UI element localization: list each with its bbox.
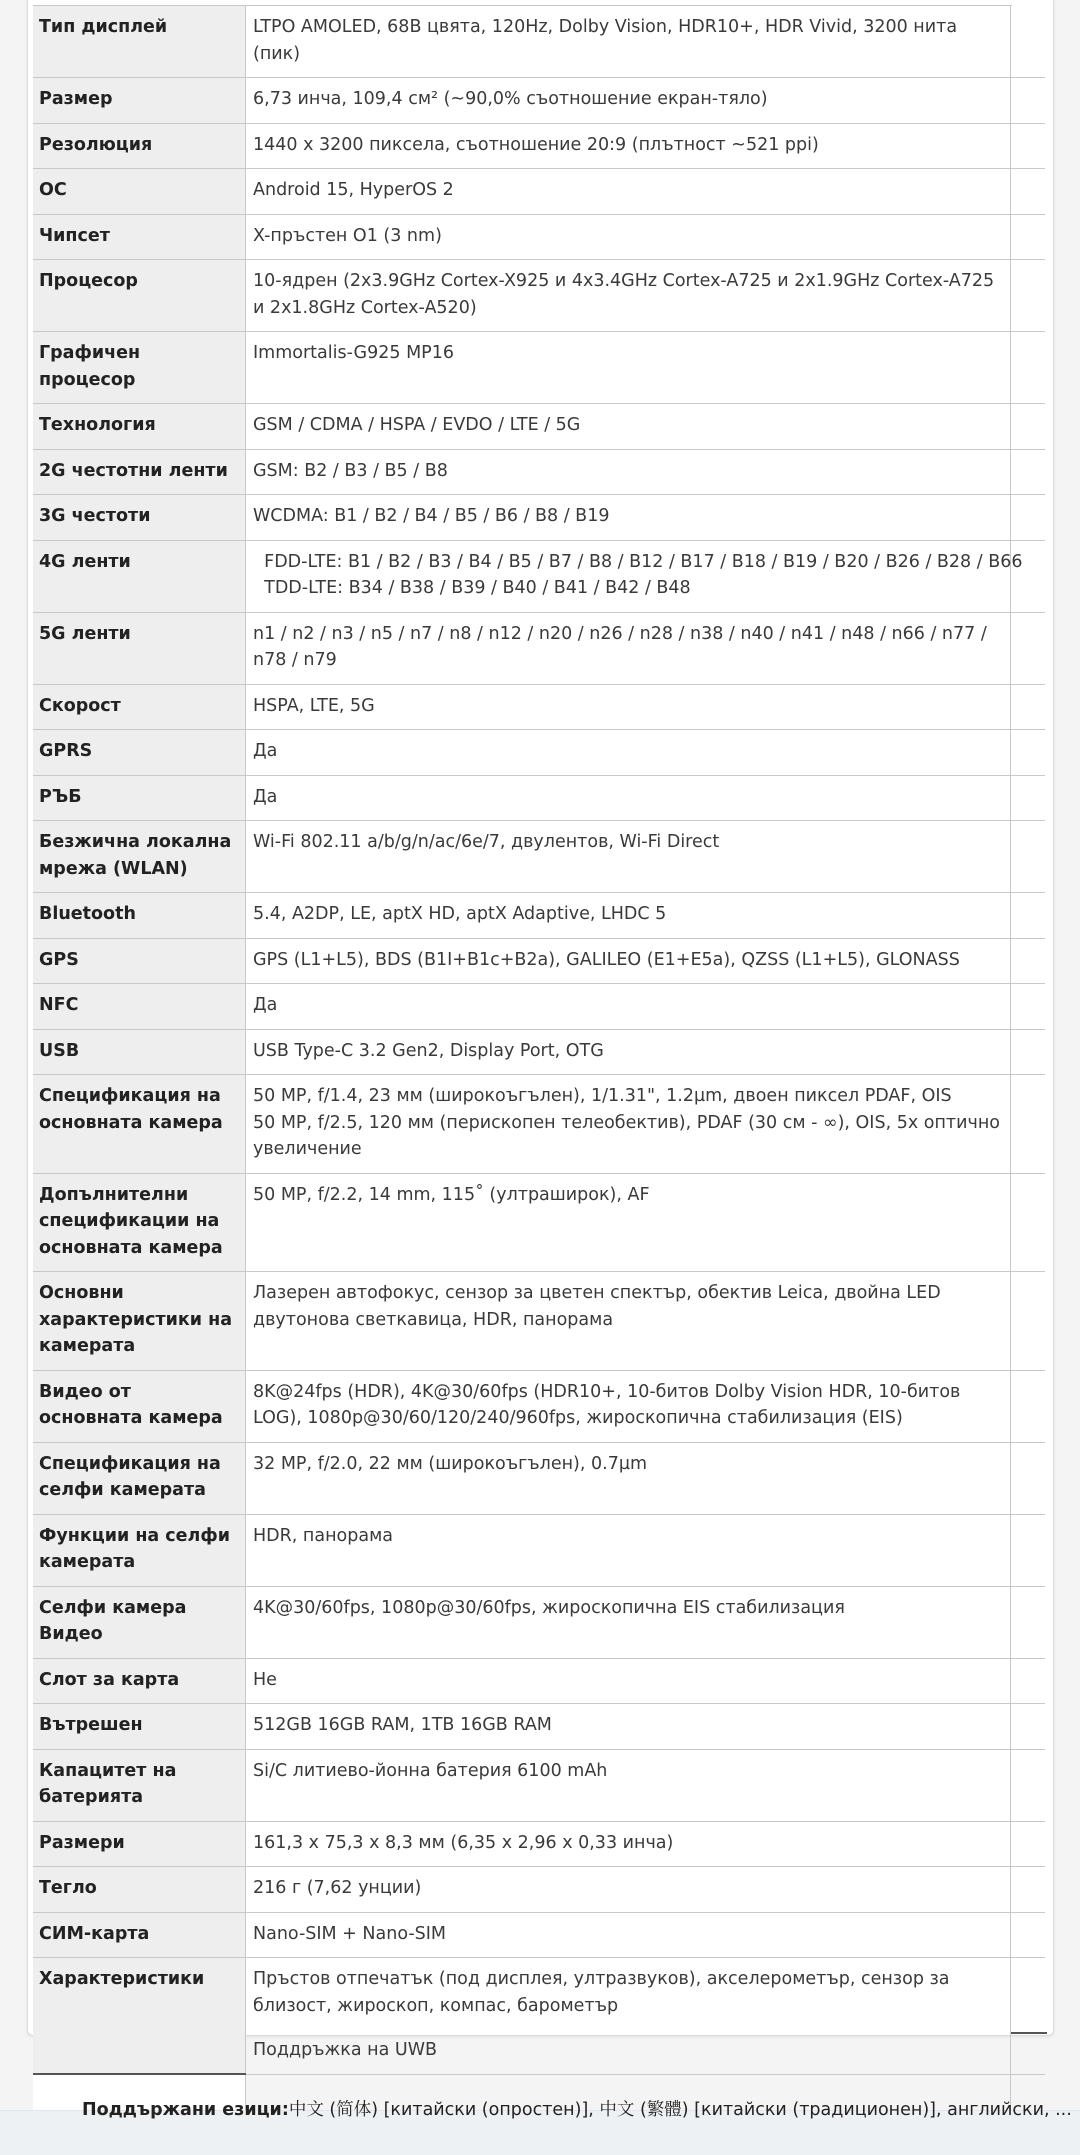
spec-spacer-cell (1011, 612, 1046, 684)
spec-row (33, 1867, 1045, 1913)
spec-value-line: Да (253, 786, 278, 807)
spec-row (33, 684, 1045, 730)
spec-value (246, 1958, 1011, 2075)
spec-value (246, 730, 1011, 776)
spec-spacer-cell (1011, 1075, 1046, 1174)
spec-label: Технология (33, 404, 246, 450)
spec-label: Капацитет на батерията (33, 1749, 246, 1821)
spec-label: NFC (33, 984, 246, 1030)
spec-value-line: Nano-SIM + Nano-SIM (253, 1923, 447, 1944)
spec-value (246, 1749, 1011, 1821)
spec-row (33, 1075, 1045, 1174)
spec-label: USB (33, 1029, 246, 1075)
spec-label: Графичен процесор (33, 332, 246, 404)
spec-value (246, 821, 1011, 893)
spec-row (33, 169, 1045, 215)
spec-spacer-cell (1011, 495, 1046, 541)
spec-row (33, 821, 1045, 893)
spec-label: Процесор (33, 260, 246, 332)
spec-label: Видео от основната камера (33, 1370, 246, 1442)
spec-spacer-cell (1011, 1821, 1046, 1867)
spec-value-line: GPS (L1+L5), BDS (B1I+B1c+B2a), GALILEO (E1+E5a), QZSS (L1+L5), GLONASS (253, 949, 960, 970)
spec-spacer-cell (1011, 1370, 1046, 1442)
spec-spacer-cell (1011, 1586, 1046, 1658)
spec-spacer-cell (1011, 984, 1046, 1030)
spec-label: Размер (33, 78, 246, 124)
spec-value-line: 161,3 x 75,3 x 8,3 мм (6,35 x 2,96 x 0,33 инча) (253, 1832, 674, 1853)
spec-value (246, 1442, 1011, 1514)
spec-value-line: HSPA, LTE, 5G (253, 695, 375, 716)
spec-row (33, 1370, 1045, 1442)
spec-value (246, 214, 1011, 260)
spec-spacer-cell (1011, 1658, 1046, 1704)
spec-row (33, 1749, 1045, 1821)
spec-value (246, 893, 1011, 939)
spec-spacer-cell (1011, 1912, 1046, 1958)
spec-value-line: Android 15, HyperOS 2 (253, 180, 454, 200)
spec-row (33, 775, 1045, 821)
spec-row (33, 540, 1045, 612)
spec-value-line: TDD-LTE: B34 / B38 / B39 / B40 / B41 / B42 / B48 (253, 578, 691, 598)
spec-row (33, 730, 1045, 776)
spec-label: Спецификация на основната камера (33, 1075, 246, 1174)
spec-row (33, 1586, 1045, 1658)
spec-value (246, 495, 1011, 541)
spec-value (246, 1821, 1011, 1867)
spec-value-line: 216 г (7,62 унции) (253, 1878, 422, 1898)
spec-value (246, 1272, 1011, 1371)
spec-label: Функции на селфи камерата (33, 1514, 246, 1586)
table-end-rule (1011, 2032, 1047, 2034)
spec-label: Тип дисплей (33, 6, 246, 78)
spec-spacer-cell (1011, 214, 1046, 260)
spec-row (33, 1821, 1045, 1867)
spec-value-line: 50 MP, f/1.4, 23 мм (широкоъгълен), 1/1.31", 1.2µm, двоен пиксел PDAF, OIS (253, 1086, 952, 1106)
spec-value (246, 1075, 1011, 1174)
spec-row (33, 1704, 1045, 1750)
spec-value-line: Пръстов отпечатък (под дисплея, ултразвуков), акселерометър, сензор за близост, жироскоп, компас, барометър (253, 1969, 950, 2016)
spec-row (33, 214, 1045, 260)
spec-row (33, 260, 1045, 332)
spec-row (33, 984, 1045, 1030)
spec-row (33, 1442, 1045, 1514)
spec-label: 2G честотни ленти (33, 449, 246, 495)
spec-row (33, 332, 1045, 404)
spec-value (246, 6, 1011, 78)
spec-row (33, 123, 1045, 169)
spec-spacer-cell (1011, 169, 1046, 215)
spec-row (33, 893, 1045, 939)
spec-value (246, 1867, 1011, 1913)
spec-value-line: 8K@24fps (HDR), 4K@30/60fps (HDR10+, 10-битов Dolby Vision HDR, 10-битов LOG), 1080p@30/60/120/240/960fps, жироскопична стабилизация (EIS) (253, 1381, 961, 1428)
spec-value (246, 1658, 1011, 1704)
spec-label: Основни характеристики на камерата (33, 1272, 246, 1371)
spec-table-body (33, 6, 1045, 2145)
spec-spacer-cell (1011, 893, 1046, 939)
spec-value (246, 1514, 1011, 1586)
spec-value (246, 1173, 1011, 1272)
spec-label: Спецификация на селфи камерата (33, 1442, 246, 1514)
spec-value-line: 6,73 инча, 109,4 см² (~90,0% съотношение екран-тяло) (253, 89, 768, 109)
spec-label: GPS (33, 938, 246, 984)
spec-value-line: FDD-LTE: B1 / B2 / B3 / B4 / B5 / B7 / B8 / B12 / B17 / B18 / B19 / B20 / B26 / B28 / B66 (253, 551, 1023, 572)
spec-label: РЪБ (33, 775, 246, 821)
spec-value-line: Да (253, 995, 278, 1015)
spec-spacer-cell (1011, 1442, 1046, 1514)
spec-row (33, 6, 1045, 78)
spec-value-line: 50 MP, f/2.2, 14 mm, 115˚ (ултраширок), AF (253, 1184, 650, 1205)
spec-row (33, 1029, 1045, 1075)
spec-value-line: 4K@30/60fps, 1080p@30/60fps, жироскопична EIS стабилизация (253, 1597, 845, 1618)
spec-spacer-cell (1011, 332, 1046, 404)
spec-value (246, 123, 1011, 169)
spec-value-line: GSM / CDMA / HSPA / EVDO / LTE / 5G (253, 415, 581, 435)
spec-spacer-cell (1011, 1029, 1046, 1075)
spec-value (246, 984, 1011, 1030)
spec-spacer-cell (1011, 1749, 1046, 1821)
spec-label: 4G ленти (33, 540, 246, 612)
spec-value (246, 1370, 1011, 1442)
spec-spacer-cell (1011, 260, 1046, 332)
spec-spacer-cell (1011, 449, 1046, 495)
spec-label: Допълнителни спецификации на основната камера (33, 1173, 246, 1272)
spec-value-line: Не (253, 1669, 277, 1690)
spec-value (246, 612, 1011, 684)
spec-value-line: n1 / n2 / n3 / n5 / n7 / n8 / n12 / n20 / n26 / n28 / n38 / n40 / n41 / n48 / n66 / n77 / n78 / n79 (253, 623, 987, 670)
spec-row (33, 1173, 1045, 1272)
spec-spacer-cell (1011, 404, 1046, 450)
spec-row (33, 404, 1045, 450)
spec-value-line: X-пръстен O1 (3 nm) (253, 225, 442, 246)
spec-label: 5G ленти (33, 612, 246, 684)
spec-value (246, 260, 1011, 332)
spec-value-line: USB Type-C 3.2 Gen2, Display Port, OTG (253, 1040, 604, 1061)
spec-label: Безжична локална мрежа (WLAN) (33, 821, 246, 893)
spec-value-line: GSM: B2 / B3 / B5 / B8 (253, 460, 448, 481)
spec-row (33, 1272, 1045, 1371)
spec-spacer-cell (1011, 78, 1046, 124)
spec-row (33, 78, 1045, 124)
spec-value-line: Да (253, 741, 278, 761)
spec-label: 3G честоти (33, 495, 246, 541)
spec-label: Размери (33, 1821, 246, 1867)
spec-spacer-cell (1011, 1173, 1046, 1272)
spec-label: СИМ-карта (33, 1912, 246, 1958)
spec-value-line: 5.4, A2DP, LE, aptX HD, aptX Adaptive, LHDC 5 (253, 904, 667, 924)
spec-spacer-cell (1011, 1867, 1046, 1913)
spec-value-line: Wi-Fi 802.11 a/b/g/n/ac/6e/7, двулентов, Wi-Fi Direct (253, 832, 720, 852)
spec-value (246, 938, 1011, 984)
spec-row (33, 1912, 1045, 1958)
spec-spacer-cell (1011, 684, 1046, 730)
spec-label: Слот за карта (33, 1658, 246, 1704)
supported-languages-text: 中文 (简体) [китайски (опростен)], 中文 (繁體) [китайски (традиционен)], английски, ... (288, 2100, 1072, 2120)
spec-value (246, 540, 1023, 612)
spec-table (33, 6, 1045, 2145)
spec-label: Bluetooth (33, 893, 246, 939)
spec-value (246, 78, 1011, 124)
spec-value (246, 449, 1011, 495)
spec-spacer-cell (1011, 540, 1046, 612)
spec-spacer-cell (1011, 123, 1046, 169)
spec-value-line: 512GB 16GB RAM, 1TB 16GB RAM (253, 1715, 552, 1735)
spec-spacer-cell (1011, 1272, 1046, 1371)
spec-label: ОС (33, 169, 246, 215)
spec-spacer-cell (1011, 821, 1046, 893)
spec-value (246, 684, 1011, 730)
spec-value (246, 1029, 1011, 1075)
spec-row (33, 938, 1045, 984)
spec-label: Тегло (33, 1867, 246, 1913)
spec-value-line: 32 MP, f/2.0, 22 мм (широкоъгълен), 0.7µm (253, 1453, 648, 1474)
spec-value (246, 404, 1011, 450)
spec-value-line: Si/C литиево-йонна батерия 6100 mAh (253, 1760, 608, 1781)
spec-label: Скорост (33, 684, 246, 730)
spec-label: Резолюция (33, 123, 246, 169)
spec-row (33, 612, 1045, 684)
spec-value-line: Immortalis-G925 MP16 (253, 343, 454, 363)
spec-spacer-cell (1011, 1704, 1046, 1750)
spec-value-line: Лазерен автофокус, сензор за цветен спектър, обектив Leica, двойна LED двутонова светкавица, HDR, панорама (253, 1283, 941, 1330)
spec-label: GPRS (33, 730, 246, 776)
spec-spacer-cell (1011, 730, 1046, 776)
spec-row (33, 1514, 1045, 1586)
supported-languages (82, 2097, 1080, 2123)
spec-label: Селфи камера Видео (33, 1586, 246, 1658)
spec-label: Характеристики (33, 1958, 246, 2075)
spec-spacer-cell (1011, 1514, 1046, 1586)
spec-value-line: 10-ядрен (2x3.9GHz Cortex-X925 и 4x3.4GHz Cortex-A725 и 2x1.9GHz Cortex-A725 и 2x1.8GHz Cortex-A520) (253, 271, 995, 318)
spec-spacer-cell (1011, 1958, 1046, 2075)
spec-value (246, 1586, 1011, 1658)
spec-row (33, 1658, 1045, 1704)
spec-value-line: 1440 x 3200 пиксела, съотношение 20:9 (плътност ~521 ppi) (253, 134, 819, 155)
spec-value (246, 1704, 1011, 1750)
supported-languages-label: Поддържани езици: (82, 2100, 289, 2120)
spec-spacer-cell (1011, 938, 1046, 984)
spec-row (33, 449, 1045, 495)
spec-value (246, 332, 1011, 404)
spec-spacer-cell (1011, 775, 1046, 821)
spec-value (246, 1912, 1011, 1958)
spec-value-line: 50 MP, f/2.5, 120 мм (перископен телеобектив), PDAF (30 см - ∞), OIS, 5x оптично увеличение (253, 1112, 1000, 1159)
spec-value-line: LTPO AMOLED, 68B цвята, 120Hz, Dolby Vision, HDR10+, HDR Vivid, 3200 нита (пик) (253, 17, 958, 64)
spec-label: Чипсет (33, 214, 246, 260)
spec-label: Вътрешен (33, 1704, 246, 1750)
spec-row (33, 495, 1045, 541)
spec-value (246, 775, 1011, 821)
spec-value-line: WCDMA: B1 / B2 / B4 / B5 / B6 / B8 / B19 (253, 506, 610, 526)
spec-value (246, 169, 1011, 215)
spec-value-line: Поддръжка на UWB (253, 2040, 438, 2060)
spec-row (33, 1958, 1045, 2075)
spec-spacer-cell (1011, 6, 1046, 78)
spec-value-line: HDR, панорама (253, 1525, 393, 1546)
